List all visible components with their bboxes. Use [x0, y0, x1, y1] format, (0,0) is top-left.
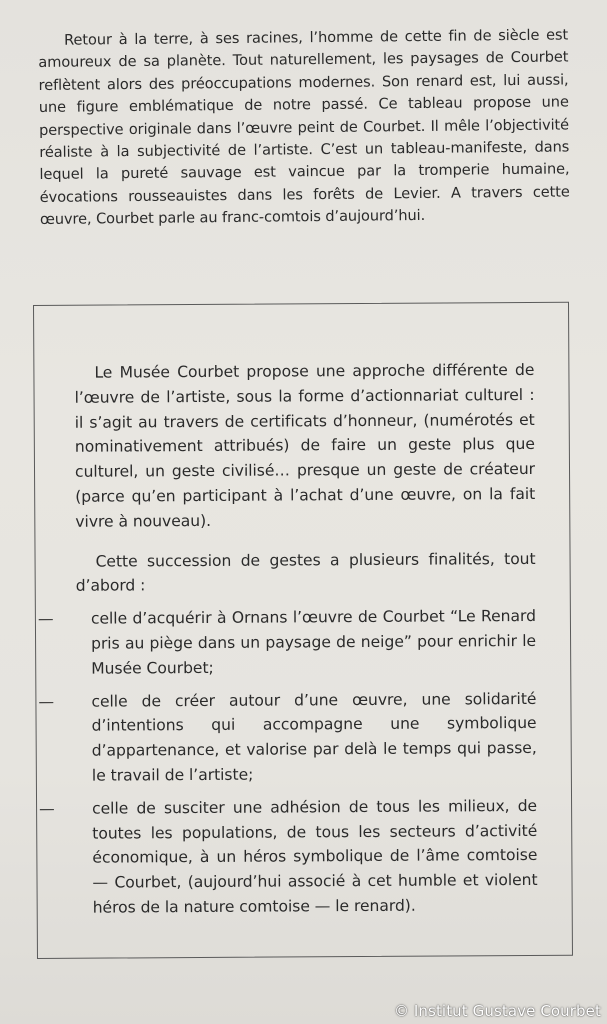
copyright-credit: © Institut Gustave Courbet: [393, 1002, 601, 1020]
list-item-text: celle de susciter une adhésion de tous les milieux, de toutes les populations, de tous les secteurs d’activité économique, à un héros symbolique de l’âme comtoise — Courbet, (aujourd’hui associé à cet humble et violent héros de la nature comtoise — le renard).: [92, 796, 538, 917]
list-item: [39, 794, 538, 921]
box-intro-paragraph: Le Musée Courbet propose une approche différente de l’œuvre de l’artiste, sous la forme d’actionnariat culturel : il s’agit au travers de certificats d’honneur, (numérotés et nominativement attribués) de faire un geste plus que culturel, un geste civilisé… presque un geste de créateur (parce qu’en participant à l’achat d’une œuvre, on la fait vivre à nouveau).: [74, 360, 536, 531]
dash-bullet: —: [39, 799, 55, 818]
framed-box: [33, 302, 573, 959]
dash-bullet: —: [38, 692, 55, 711]
list-item-text: celle de créer autour d’une œuvre, une solidarité d’intentions qui accompagne une symbolique d’appartenance, et valorise par delà le temps qui passe, le travail de l’artiste;: [91, 689, 537, 785]
list-item: [37, 604, 537, 681]
list-item: [38, 686, 537, 788]
dash-bullet: —: [37, 610, 54, 629]
framed-box-content: [37, 358, 538, 921]
top-paragraph-block: [38, 24, 570, 231]
top-paragraph: Retour à la terre, à ses racines, l’homme de cette fin de siècle est amoureux de sa planète. Tout naturellement, les paysages de Courbet reflètent alors des préoccupations modernes. Son renard est, lui aussi, une figure emblématique de notre passé. Ce tableau propose une perspective originale dans l’œuvre peint de Courbet. Il mêle l’objectivité réaliste à la subjectivité de l’artiste. C’est un tableau-manifeste, dans lequel la pureté sauvage est vaincue par la tromperie humaine, évocations rousseauistes dans les forêts de Levier. A travers cette œuvre, Courbet parle au franc-comtois d’aujourd’hui.: [38, 26, 570, 229]
box-lead-paragraph: Cette succession de gestes a plusieurs finalités, tout d’abord :: [75, 549, 536, 596]
list-item-text: celle d’acquérir à Ornans l’œuvre de Courbet “Le Renard pris au piège dans un paysage de neige” pour enrichir le Musée Courbet;: [90, 607, 537, 678]
